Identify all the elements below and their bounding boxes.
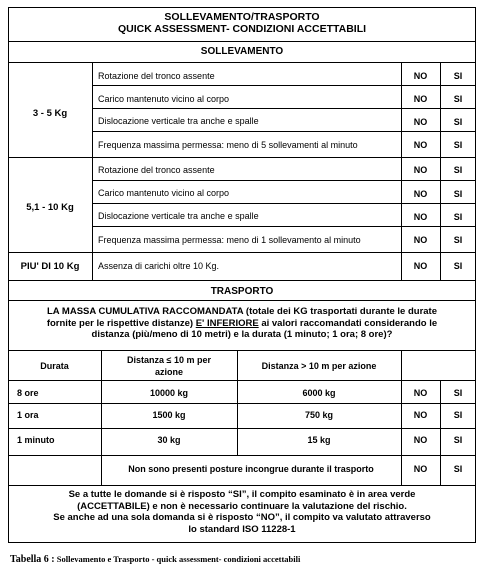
- value-cell: 6000 kg: [302, 388, 336, 398]
- row-divider: [8, 380, 476, 381]
- column-divider: [92, 62, 93, 280]
- column-header-gt10: Distanza > 10 m per azione: [261, 361, 377, 371]
- no-option[interactable]: NO: [413, 71, 428, 81]
- column-header-le10: azione: [154, 367, 183, 377]
- question-text: ai valori raccomandati considerando le: [258, 317, 438, 329]
- si-option[interactable]: SI: [453, 410, 463, 420]
- caption-text: Sollevamento e Trasporto - quick assessment- condizioni accettabili: [54, 554, 301, 564]
- si-option[interactable]: SI: [453, 165, 463, 175]
- no-option[interactable]: NO: [413, 410, 428, 420]
- si-option[interactable]: SI: [453, 140, 463, 150]
- conclusion-line: Se a tutte le domande si è risposto “SI”, il compito esaminato è in area verde: [68, 489, 416, 500]
- si-option[interactable]: SI: [453, 212, 463, 222]
- criterion-text: Dislocazione verticale tra anche e spalle: [98, 116, 259, 126]
- durata-cell: 8 ore: [17, 388, 39, 398]
- durata-cell: 1 ora: [17, 410, 39, 420]
- posture-criterion: Non sono presenti posture incongrue durante il trasporto: [128, 464, 374, 474]
- section-divider: [8, 280, 476, 281]
- no-option[interactable]: NO: [413, 212, 428, 222]
- no-option[interactable]: NO: [413, 435, 428, 445]
- criterion-text: Dislocazione verticale tra anche e spalle: [98, 211, 259, 221]
- si-option[interactable]: SI: [453, 71, 463, 81]
- no-option[interactable]: NO: [413, 464, 428, 474]
- row-divider: [92, 180, 476, 181]
- question-line: LA MASSA CUMULATIVA RACCOMANDATA (totale dei KG trasportati durante le durate: [46, 306, 438, 317]
- value-cell: 750 kg: [304, 410, 334, 420]
- divider: [8, 41, 476, 42]
- si-option[interactable]: SI: [453, 235, 463, 245]
- criterion-text: Rotazione del tronco assente: [98, 71, 215, 81]
- conclusion-line: lo standard ISO 11228-1: [188, 523, 296, 535]
- column-header-le10: Distanza ≤ 10 m per: [127, 355, 211, 365]
- row-divider: [8, 455, 476, 456]
- si-option[interactable]: SI: [453, 94, 463, 104]
- divider: [8, 350, 476, 351]
- value-cell: 1500 kg: [152, 410, 186, 420]
- si-option[interactable]: SI: [453, 117, 463, 127]
- group-divider: [8, 252, 476, 253]
- group-divider: [8, 157, 476, 158]
- conclusion-line: (ACCETTABILE) e non è necessario continuare la valutazione del rischio.: [77, 500, 407, 512]
- value-cell: 15 kg: [307, 435, 331, 445]
- section-title-trasporto: TRASPORTO: [210, 286, 274, 297]
- row-divider: [92, 131, 476, 132]
- no-option[interactable]: NO: [413, 235, 428, 245]
- row-divider: [92, 203, 476, 204]
- si-option[interactable]: SI: [453, 388, 463, 398]
- no-option[interactable]: NO: [413, 117, 428, 127]
- criterion-text: Carico mantenuto vicino al corpo: [98, 188, 230, 198]
- question-text: fornite per le rispettive distanze): [46, 317, 196, 329]
- table-title-line1: SOLLEVAMENTO/TRASPORTO: [164, 11, 320, 23]
- column-header-durata: Durata: [40, 361, 69, 371]
- row-divider: [8, 428, 476, 429]
- si-option[interactable]: SI: [453, 189, 463, 199]
- no-option[interactable]: NO: [413, 140, 428, 150]
- weight-range-label: 5,1 - 10 Kg: [26, 202, 74, 213]
- row-divider: [8, 403, 476, 404]
- si-option[interactable]: SI: [453, 464, 463, 474]
- value-cell: 10000 kg: [149, 388, 189, 398]
- weight-range-label: 3 - 5 Kg: [32, 108, 68, 119]
- divider: [8, 300, 476, 301]
- assessment-table: [8, 7, 476, 543]
- conclusion-line: Se anche ad una sola domanda si è risposto “NO”, il compito va valutato attraverso: [53, 512, 431, 523]
- emphasis-text: E' INFERIORE: [195, 317, 259, 329]
- si-option[interactable]: SI: [453, 261, 463, 271]
- table-title-line2: QUICK ASSESSMENT- CONDIZIONI ACCETTABILI: [117, 23, 367, 35]
- row-divider: [92, 85, 476, 86]
- no-option[interactable]: NO: [413, 388, 428, 398]
- weight-range-label: PIU' DI 10 Kg: [20, 261, 80, 272]
- divider: [8, 485, 476, 486]
- durata-cell: 1 minuto: [17, 435, 55, 445]
- no-option[interactable]: NO: [413, 165, 428, 175]
- criterion-text: Frequenza massima permessa: meno di 1 sollevamento al minuto: [98, 235, 361, 245]
- criterion-text: Assenza di carichi oltre 10 Kg.: [98, 261, 220, 271]
- trasporto-question: [8, 306, 476, 341]
- row-divider: [92, 226, 476, 227]
- question-line: distanza (più/meno di 10 metri) e la durata (1 minuto; 1 ora; 8 ore)?: [91, 329, 393, 340]
- no-option[interactable]: NO: [413, 261, 428, 271]
- table-caption: [10, 554, 300, 565]
- no-option[interactable]: NO: [413, 189, 428, 199]
- value-cell: 30 kg: [157, 435, 181, 445]
- conclusion-text: [8, 489, 476, 535]
- si-option[interactable]: SI: [453, 435, 463, 445]
- question-line: [8, 318, 476, 330]
- caption-label: Tabella 6 :: [10, 554, 55, 565]
- criterion-text: Carico mantenuto vicino al corpo: [98, 94, 230, 104]
- no-option[interactable]: NO: [413, 94, 428, 104]
- section-title-sollevamento: SOLLEVAMENTO: [200, 46, 284, 57]
- divider: [8, 62, 476, 63]
- row-divider: [92, 108, 476, 109]
- criterion-text: Rotazione del tronco assente: [98, 165, 215, 175]
- criterion-text: Frequenza massima permessa: meno di 5 sollevamenti al minuto: [98, 140, 358, 150]
